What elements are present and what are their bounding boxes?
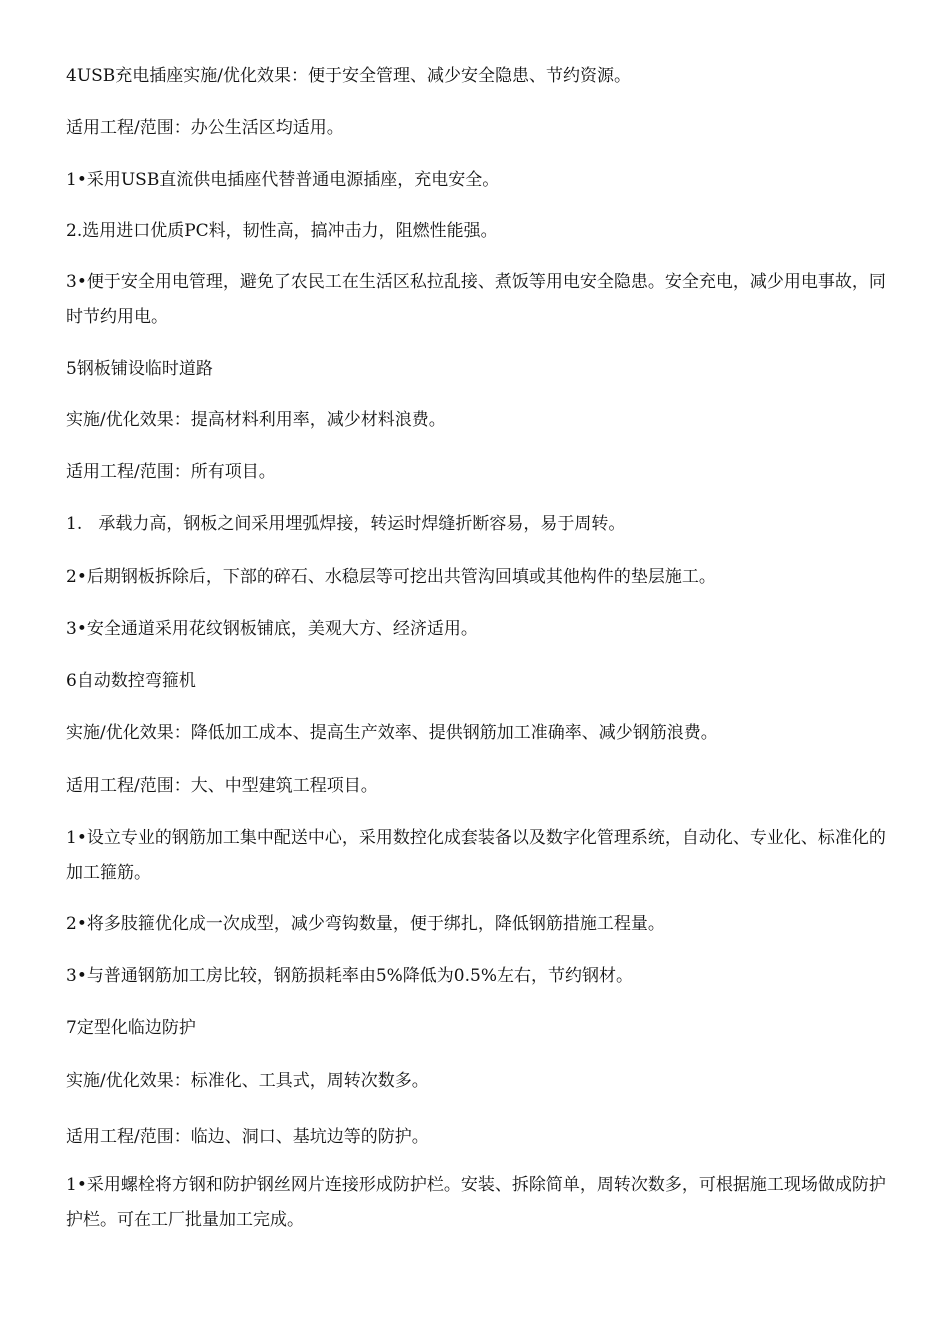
paragraph-usb-item-1: 1•采用USB直流供电插座代替普通电源插座，充电安全。 <box>66 170 500 190</box>
paragraph-steel-item-1: 1. 承载力高，钢板之间采用埋弧焊接，转运时焊缝折断容易，易于周转。 <box>66 514 626 534</box>
paragraph-steel-effect: 实施/优化效果：提高材料利用率，减少材料浪费。 <box>66 410 446 430</box>
section-heading-steel-plate-road: 5钢板铺设临时道路 <box>66 359 213 379</box>
paragraph-bender-item-3: 3•与普通钢筋加工房比较，钢筋损耗率由5%降低为0.5%左右，节约钢材。 <box>66 966 634 986</box>
paragraph-bender-item-2: 2•将多肢箍优化成一次成型，减少弯钩数量，便于绑扎，降低钢筋措施工程量。 <box>66 914 665 934</box>
paragraph-bender-effect: 实施/优化效果：降低加工成本、提高生产效率、提供钢筋加工准确率、减少钢筋浪费。 <box>66 723 718 743</box>
paragraph-protection-scope: 适用工程/范围：临边、洞口、基坑边等的防护。 <box>66 1127 429 1147</box>
paragraph-bender-scope: 适用工程/范围：大、中型建筑工程项目。 <box>66 776 378 796</box>
paragraph-usb-effect: 4USB充电插座实施/优化效果：便于安全管理、减少安全隐患、节约资源。 <box>66 66 632 86</box>
paragraph-steel-scope: 适用工程/范围：所有项目。 <box>66 462 276 482</box>
paragraph-usb-item-3: 3•便于安全用电管理，避免了农民工在生活区私拉乱接、煮饭等用电安全隐患。安全充电，减少用电事故，同时节约用电。 <box>66 272 886 327</box>
section-heading-stirrup-bender: 6自动数控弯箍机 <box>66 671 196 691</box>
paragraph-steel-item-2: 2•后期钢板拆除后，下部的碎石、水稳层等可挖出共管沟回填或其他构件的垫层施工。 <box>66 567 716 587</box>
paragraph-steel-item-3: 3•安全通道采用花纹钢板铺底，美观大方、经济适用。 <box>66 619 478 639</box>
section-heading-edge-protection: 7定型化临边防护 <box>66 1018 196 1038</box>
paragraph-protection-effect: 实施/优化效果：标准化、工具式，周转次数多。 <box>66 1071 429 1091</box>
paragraph-usb-item-2: 2.选用进口优质PC料，韧性高，搞冲击力，阻燃性能强。 <box>66 221 498 241</box>
paragraph-bender-item-1: 1•设立专业的钢筋加工集中配送中心，采用数控化成套装备以及数字化管理系统，自动化、专业化、标准化的加工箍筋。 <box>66 828 886 883</box>
paragraph-protection-item-1: 1•采用螺栓将方钢和防护钢丝网片连接形成防护栏。安装、拆除简单，周转次数多，可根据施工现场做成防护护栏。可在工厂批量加工完成。 <box>66 1175 886 1230</box>
paragraph-usb-scope: 适用工程/范围：办公生活区均适用。 <box>66 118 344 138</box>
